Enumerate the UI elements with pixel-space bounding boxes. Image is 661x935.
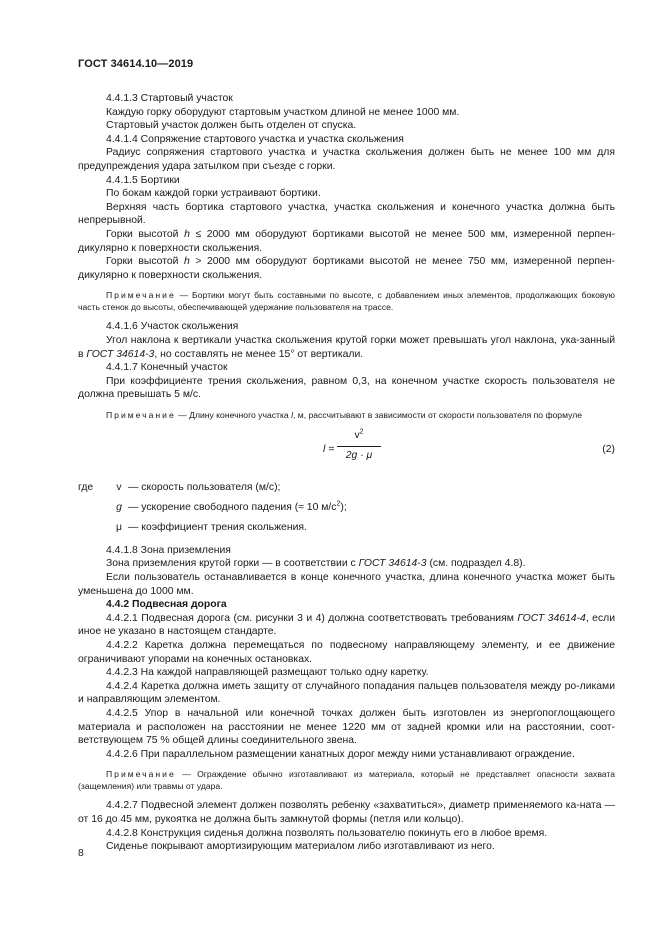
section-4-4-2-7-paragraph: 4.4.2.7 Подвесной элемент должен позволять ребенку «захватиться», диаметр применяемого ка-ната — от 16 до 45 мм, рукоятка не должна быть замкнутой формы (петля или кольцо). <box>78 800 615 825</box>
height-variable: h <box>184 228 190 240</box>
section-4-4-1-4-title: 4.4.1.4 Сопряжение стартового участка и участка скольжения <box>106 133 404 145</box>
where-row <box>78 501 615 521</box>
paragraph-text: > 2000 мм оборудуют бортиками высотой не менее 750 мм, измеренной перпен-дикулярно к поверхности скольжения. <box>78 256 615 281</box>
note-text: — Бортики могут быть составными по высоте, с добавлением иных элементов, продолжающих боковую часть стенок до высоты, обеспечивающей удержание пользователя на трассе. <box>78 290 615 313</box>
paragraph-text: Горки высотой <box>106 256 179 268</box>
section-4-4-2-1-paragraph <box>78 612 615 639</box>
formula-2 <box>78 429 615 477</box>
section-4-4-1-6-title: 4.4.1.6 Участок скольжения <box>106 321 239 333</box>
note-end-section-length <box>78 409 615 421</box>
section-4-4-1-5-paragraph <box>78 228 615 255</box>
unit-exponent: 2 <box>336 500 341 508</box>
where-definition-text: — ускорение свободного падения (≈ 10 м/с <box>128 501 337 513</box>
section-4-4-1-8-paragraph: Если пользователь останавливается в конце конечного участка, длина конечного участка может быть уменьшена до 1000 мм. <box>78 572 615 597</box>
note-label: Примечание <box>106 409 176 420</box>
formula-numerator <box>337 429 381 444</box>
section-4-4-1-5-paragraph: По бокам каждой горки устраивают бортики. <box>106 188 321 200</box>
section-4-4-1-4-paragraph: Радиус сопряжения стартового участка и участка скольжения должен быть не менее 100 мм для предупреждения удара затылком при съезде с горки. <box>78 147 615 172</box>
where-row <box>78 481 615 501</box>
section-4-4-2-3-paragraph: 4.4.2.3 На каждой направляющей размещают только одну каретку. <box>106 667 429 679</box>
paragraph-text: 4.4.2.1 Подвесная дорога (см. рисунки 3 и 4) должна соответствовать требованиям <box>106 612 514 624</box>
section-4-4-1-7-title: 4.4.1.7 Конечный участок <box>106 362 228 374</box>
where-definition: — скорость пользователя (м/с); <box>128 481 281 493</box>
section-4-4-1-5-title: 4.4.1.5 Бортики <box>106 174 180 186</box>
document-header-code: ГОСТ 34614.10—2019 <box>78 58 194 70</box>
page-number: 8 <box>78 848 84 859</box>
note-text: — Ограждение обычно изготавливают из материала, который не представляет опасности захвата (защемления) или травмы от удара. <box>78 769 615 792</box>
paragraph-text: ≤ 2000 мм оборудуют бортиками высотой не менее 500 мм, измеренной перпен-дикулярно к поверхности скольжения. <box>78 228 615 254</box>
where-symbol-g: g <box>116 501 122 513</box>
paragraph-text: Зона приземления крутой горки — в соответствии с <box>106 558 356 570</box>
where-definition-text: ); <box>340 501 347 513</box>
note-text: — Длину конечного участка <box>178 409 289 420</box>
paragraph-text: (см. подраздел 4.8). <box>429 558 526 570</box>
section-4-4-2-8-paragraph: 4.4.2.8 Конструкция сиденья должна позволять пользователю покинуть его в любое время. <box>106 827 548 839</box>
formula-number: (2) <box>602 443 615 455</box>
section-4-4-2-6-paragraph: 4.4.2.6 При параллельном размещении канатных дорог между ними устанавливают ограждение. <box>106 748 575 760</box>
section-4-4-1-5-paragraph: Верхняя часть бортика стартового участка, участка скольжения и конечного участка должна быть непрерывной. <box>78 201 615 227</box>
where-symbol-mu: μ <box>116 521 122 533</box>
section-4-4-1-3-paragraph: Каждую горку оборудуют стартовым участком длиной не менее 1000 мм. <box>106 106 460 118</box>
note-text: , м, рассчитывают в зависимости от скорости пользователя по формуле <box>293 409 582 420</box>
section-4-4-2-4-paragraph: 4.4.2.4 Каретка должна иметь защиту от случайного попадания пальцев пользователя между ро-ликами и направляющим элементом. <box>78 680 615 706</box>
formula-numerator-exponent: 2 <box>359 428 364 436</box>
formula-lhs: l = <box>323 443 335 455</box>
paragraph-text: Горки высотой <box>106 228 179 240</box>
section-4-4-1-5-paragraph <box>78 255 615 282</box>
section-4-4-2-title: 4.4.2 Подвесная дорога <box>106 599 227 611</box>
paragraph-text: , если иное не указано в настоящем стандарте. <box>78 612 616 638</box>
standard-reference: ГОСТ 34614-3 <box>86 348 155 360</box>
note-label: Примечание <box>106 290 176 301</box>
formula-numerator-symbol: v <box>354 429 360 441</box>
where-definition: — коэффициент трения скольжения. <box>128 521 307 533</box>
height-variable: h <box>184 256 190 268</box>
standard-reference: ГОСТ 34614-4 <box>517 612 586 624</box>
where-word: где <box>78 481 94 493</box>
formula-denominator: 2g · μ <box>345 449 373 461</box>
section-4-4-1-3-title: 4.4.1.3 Стартовый участок <box>106 93 233 104</box>
standard-reference: ГОСТ 34614-3 <box>358 558 427 570</box>
section-4-4-2-8-paragraph: Сиденье покрывают амортизирующим материалом либо изготавливают из него. <box>106 841 495 853</box>
page-body <box>78 92 615 854</box>
paragraph-text: Угол наклона к вертикали участка скольжения крутой горки может превышать угол наклона, ука-занный в <box>78 334 615 360</box>
length-variable: l <box>291 409 294 420</box>
section-4-4-1-7-paragraph: При коэффициенте трения скольжения, равном 0,3, на конечном участке скорость пользователя не должна превышать 5 м/с. <box>78 375 615 401</box>
paragraph-text: , но составлять не менее 15° от вертикали. <box>154 348 364 360</box>
where-row <box>78 521 615 541</box>
note-barrier <box>78 768 615 792</box>
formula-fraction <box>337 429 381 463</box>
where-definition <box>128 501 347 515</box>
note-borders <box>78 289 615 313</box>
section-4-4-1-8-paragraph <box>78 557 615 571</box>
note-label: Примечание <box>106 769 176 780</box>
fraction-bar <box>337 446 381 447</box>
section-4-4-2-5-paragraph: 4.4.2.5 Упор в начальной или конечной точках должен быть изготовлен из энергопоглощающего материала и расположен на расстоянии не менее 1220 мм от задней кромки или на расстоянии, соот-ветствующем 75 % общей длины соединительного звена. <box>78 708 615 747</box>
section-4-4-1-3-paragraph: Стартовый участок должен быть отделен от спуска. <box>106 120 357 132</box>
section-4-4-2-2-paragraph: 4.4.2.2 Каретка должна перемещаться по подвесному направляющему элементу, и ее движение ограничивают упорами на конечных остановках. <box>78 640 615 665</box>
where-symbol-v: v <box>116 481 122 493</box>
section-4-4-1-6-paragraph <box>78 334 615 361</box>
section-4-4-1-8-title: 4.4.1.8 Зона приземления <box>106 544 231 556</box>
